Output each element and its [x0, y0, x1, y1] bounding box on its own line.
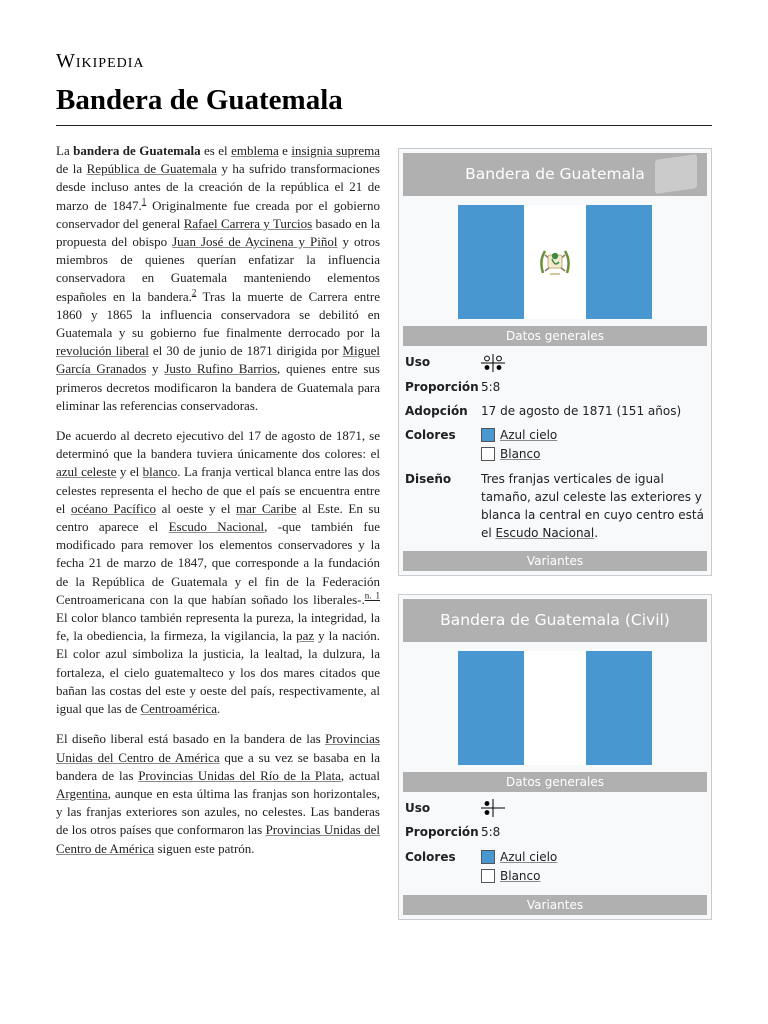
wikipedia-wordmark[interactable] [56, 50, 145, 73]
article-body [56, 142, 712, 932]
text-run: el 30 de junio de 1871 dirigida por [148, 343, 343, 359]
coat-of-arms-icon [537, 243, 573, 281]
link-oceano-pacifico[interactable]: océano Pacífico [71, 500, 157, 516]
infobox-title-text: Bandera de Guatemala (Civil) [440, 610, 670, 629]
color-link-blanco[interactable]: Blanco [500, 869, 541, 884]
label-adopcion: Adopción [405, 403, 468, 418]
flag-icon [655, 154, 697, 194]
color-swatch-blanco [481, 447, 495, 461]
text-run: Tras la muerte de Carrera entre 1860 y 1865 la influencia conservadora se debilitó en Guatemala y su gobierno fue finalmente derrocado por la [56, 288, 380, 341]
text-run: es el [200, 143, 232, 158]
text-run: , aunque en esta última las franjas son horizontales, y las franjas exteriores son azules, no celestes. Las banderas de los otros países que conformaron las [56, 785, 380, 838]
value-diseno [481, 470, 707, 542]
text-run: al oeste y el [156, 500, 237, 516]
row-colores [403, 423, 707, 467]
link-garcia-granados[interactable]: Miguel García Granados [56, 343, 380, 377]
note-n1[interactable]: n. 1 [364, 590, 381, 601]
value-adopcion: 17 de agosto de 1871 (151 años) [481, 403, 682, 418]
diseno-text: Tres franjas verticales de igual tamaño, azul celeste las exteriores y blanca la central en cuyo centro está el [481, 471, 704, 540]
label-colores: Colores [405, 849, 456, 864]
link-provincias-unidas-rio-de-la-plata[interactable]: Provincias Unidas del Río de la Plata [138, 767, 341, 783]
text-run: El diseño liberal está basado en la bandera de las [56, 731, 326, 747]
link-provincias-unidas-centro-america[interactable]: Provincias Unidas del Centro de América [56, 731, 380, 765]
link-aycinena[interactable]: Juan José de Aycinena y Piñol [172, 234, 338, 250]
text-run: y otros miembros de quienes querían enfatizar la influencia conservadora en Guatemala manteniendo elementos españoles en la bandera. [56, 234, 381, 304]
row-proporcion [403, 820, 707, 844]
color-link-azul-cielo[interactable]: Azul cielo [500, 850, 558, 865]
link-argentina[interactable]: Argentina [56, 785, 108, 801]
link-justo-rufino-barrios[interactable]: Justo Rufino Barrios [164, 361, 278, 377]
link-blanco[interactable]: blanco [142, 464, 178, 480]
flag-stripe-right [586, 205, 652, 319]
link-paz[interactable]: paz [296, 628, 315, 644]
section-variantes: Variantes [403, 895, 707, 915]
link-rafael-carrera[interactable]: Rafael Carrera y Turcios [183, 215, 313, 231]
label-proporcion: Proporción [405, 825, 479, 840]
label-proporcion: Proporción [405, 379, 479, 394]
link-escudo-nacional[interactable]: Escudo Nacional [168, 519, 265, 535]
text-run: y el [116, 464, 143, 480]
row-adopcion [403, 399, 707, 423]
color-link-blanco[interactable]: Blanco [500, 447, 541, 462]
text-run: de la [56, 161, 87, 177]
section-datos-generales: Datos generales [403, 772, 707, 792]
text-run: , actual [340, 767, 380, 783]
label-diseno: Diseño [405, 471, 452, 486]
infobox-title [403, 153, 707, 196]
value-proporcion: 5:8 [481, 379, 501, 394]
row-diseno [403, 467, 707, 545]
text-run: Originalmente fue creada por el gobierno conservador del general [56, 197, 380, 231]
text-run: La [56, 143, 74, 158]
flag-stripe-left [458, 651, 524, 765]
infobox-bandera [398, 148, 712, 576]
flag-image-civil[interactable] [458, 651, 652, 765]
color-swatch-azul [481, 428, 495, 442]
flag-use-icon[interactable] [481, 799, 505, 817]
row-proporcion [403, 375, 707, 399]
text-run: que a su vez se basaba en la bandera de las [56, 749, 380, 783]
link-republica-de-guatemala[interactable]: República de Guatemala [86, 161, 217, 177]
flag-use-icon[interactable] [481, 354, 505, 372]
text-run: siguen este patrón. [154, 840, 255, 856]
title-divider [56, 125, 712, 126]
value-colores [481, 848, 707, 886]
row-uso [403, 350, 707, 375]
infobox-bandera-civil [398, 594, 712, 920]
flag-stripe-center [524, 651, 586, 765]
reference-2[interactable]: 2 [191, 287, 197, 298]
row-uso [403, 796, 707, 821]
flag-stripe-left [458, 205, 524, 319]
flag-stripe-right [586, 651, 652, 765]
link-provincias-unidas-centro-america[interactable]: Provincias Unidas del Centro de América [56, 822, 381, 856]
text-run: , quienes entre sus primeros decretos modificaron la bandera de Guatemala para eliminar las referencias conservadoras. [56, 361, 380, 413]
value-uso [481, 353, 707, 372]
link-escudo-nacional[interactable]: Escudo Nacional [495, 525, 595, 540]
link-insignia-suprema[interactable]: insignia suprema [291, 143, 380, 158]
link-centroamerica[interactable]: Centroamérica [140, 701, 217, 717]
infobox-title [403, 599, 707, 642]
site-name: Wikipedia [56, 50, 145, 72]
text-run: , -que también fue modificado para remover los elementos conservadores y la fecha 21 de marzo de 1847, que corresponde a la fundación de la República de Guatemala y el fin de la Federación Centroamericana con la que habían soñado los liberales-. [56, 519, 381, 607]
row-colores [403, 845, 707, 889]
text-run: basado en la propuesta del obispo [56, 215, 380, 250]
link-emblema[interactable]: emblema [231, 143, 279, 158]
section-variantes: Variantes [403, 551, 707, 571]
text-run: De acuerdo al decreto ejecutivo del 17 de agosto de 1871, se determinó que la bandera tuviera únicamente dos colores: el [56, 428, 380, 462]
color-entry [481, 445, 707, 464]
text-run: al Este. En su centro aparece el [56, 500, 380, 535]
infobox-title-text: Bandera de Guatemala [465, 165, 645, 183]
value-colores [481, 426, 707, 464]
link-azul-celeste[interactable]: azul celeste [56, 464, 117, 480]
section-datos-generales: Datos generales [403, 326, 707, 346]
reference-1[interactable]: 1 [141, 196, 147, 207]
text-run: e [278, 143, 292, 158]
text-run: . [217, 701, 221, 717]
label-uso: Uso [405, 800, 431, 815]
color-entry [481, 426, 707, 445]
value-uso [481, 799, 707, 818]
text-run: El color blanco también representa la pureza, la integridad, la fe, la obediencia, la firmeza, la vigilancia, la [56, 610, 380, 644]
color-swatch-azul [481, 850, 495, 864]
link-mar-caribe[interactable]: mar Caribe [236, 500, 297, 516]
color-entry [481, 848, 707, 867]
flag-image[interactable] [458, 205, 652, 319]
bold-term: bandera de Guatemala [73, 143, 201, 158]
color-link-azul-cielo[interactable]: Azul cielo [500, 428, 558, 443]
text-run: y la nación. El color azul simboliza la justicia, la lealtad, la dulzura, la fortaleza, el cielo guatemalteco y los dos mares citados que bañan las costas del este y oeste del país, respectivamente, al igual que las de [56, 628, 380, 717]
text-run: y [146, 361, 165, 377]
color-swatch-blanco [481, 869, 495, 883]
flag-stripe-center [524, 205, 586, 319]
text-run: y ha sufrido transformaciones desde incluso antes de la creación de la república el 21 de marzo de 1847. [56, 161, 380, 213]
diseno-text-end: . [594, 525, 599, 540]
page-title: Bandera de Guatemala [56, 84, 343, 116]
value-proporcion: 5:8 [481, 825, 501, 840]
label-colores: Colores [405, 427, 456, 442]
color-entry [481, 867, 707, 886]
text-run: . La franja vertical blanca entre las dos celestes representa el hecho de que el país se encuentra entre el [56, 464, 380, 516]
link-revolucion-liberal[interactable]: revolución liberal [56, 343, 149, 359]
label-uso: Uso [405, 355, 431, 369]
